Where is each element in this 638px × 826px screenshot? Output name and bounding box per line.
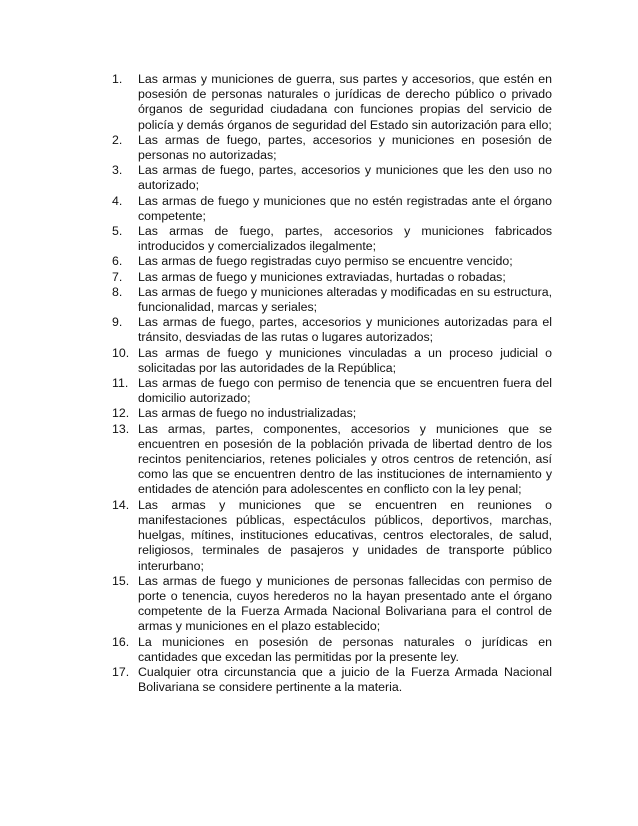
- item-number: 5.: [112, 224, 123, 239]
- list-item: [112, 163, 552, 193]
- item-number: 14.: [112, 497, 130, 512]
- item-text: Las armas y municiones que se encuentren en reuniones o manifestaciones públicas, espectáculos públicos, deportivos, marchas, huelgas, mítines, instituciones educativas, centros electorales, de salud, religiosos, terminales de pasajeros y unidades de transporte público interurbano;: [138, 497, 552, 573]
- item-text: Las armas de fuego no industrializadas;: [138, 406, 357, 421]
- item-number: 3.: [112, 163, 123, 178]
- item-text: Las armas y municiones de guerra, sus partes y accesorios, que estén en posesión de personas naturales o jurídicas de derecho público o privado órganos de seguridad ciudadana con funciones propias del servicio de policía y demás órganos de seguridad del Estado sin autorización para ello;: [138, 72, 552, 132]
- list-item: [112, 406, 552, 421]
- item-number: 15.: [112, 573, 130, 588]
- item-number: 16.: [112, 634, 130, 649]
- item-text: Las armas de fuego y municiones vinculadas a un proceso judicial o solicitadas por las autoridades de la República;: [138, 345, 552, 375]
- item-number: 13.: [112, 421, 130, 436]
- list-item: [112, 194, 552, 224]
- item-text: Las armas, partes, componentes, accesorios y municiones que se encuentren en posesión de la población privada de libertad dentro de los recintos penitenciarios, retenes policiales y otros centros de retención, así como las que se encuentren dentro de las instituciones de internamiento y entidades de atención para adolescentes en conflicto con la ley penal;: [138, 421, 552, 497]
- item-text: Las armas de fuego con permiso de tenencia que se encuentren fuera del domicilio autorizado;: [138, 376, 552, 406]
- list-item: [112, 133, 552, 163]
- item-text: Las armas de fuego, partes, accesorios y municiones autorizadas para el tránsito, desviadas de las rutas o lugares autorizados;: [138, 315, 552, 345]
- list-item: [112, 422, 552, 498]
- list-item: [112, 665, 552, 695]
- item-number: 11.: [112, 376, 129, 391]
- list-item: [112, 224, 552, 254]
- numbered-list: [112, 72, 552, 695]
- item-text: Cualquier otra circunstancia que a juicio de la Fuerza Armada Nacional Bolivariana se considere pertinente a la materia.: [138, 664, 552, 695]
- item-text: Las armas de fuego, partes, accesorios y municiones en posesión de personas no autorizadas;: [138, 132, 552, 163]
- item-number: 8.: [112, 284, 123, 299]
- list-item: [112, 635, 552, 665]
- list-item: [112, 498, 552, 574]
- list-item: [112, 376, 552, 406]
- item-number: 1.: [112, 72, 123, 86]
- item-text: Las armas de fuego y municiones extraviadas, hurtadas o robadas;: [138, 269, 506, 284]
- item-text: Las armas de fuego, partes, accesorios y municiones fabricados introducidos y comercializados ilegalmente;: [138, 224, 552, 254]
- item-text: Las armas de fuego registradas cuyo permiso se encuentre vencido;: [138, 254, 513, 269]
- list-item: [112, 346, 552, 376]
- list-item: [112, 315, 552, 345]
- item-number: 9.: [112, 315, 123, 330]
- item-number: 2.: [112, 132, 123, 147]
- list-item: [112, 72, 552, 133]
- list-item: [112, 574, 552, 635]
- list-item: [112, 254, 552, 269]
- item-text: Las armas de fuego y municiones alteradas y modificadas en su estructura, funcionalidad, marcas y seriales;: [138, 284, 552, 315]
- item-text: Las armas de fuego y municiones que no estén registradas ante el órgano competente;: [138, 193, 552, 223]
- list-item: [112, 285, 552, 315]
- item-text: Las armas de fuego y municiones de personas fallecidas con permiso de porte o tenencia, cuyos herederos no la hayan presentado ante el órgano competente de la Fuerza Armada Nacional Bolivariana para el control de armas y municiones en el plazo establecido;: [138, 573, 552, 634]
- item-text: Las armas de fuego, partes, accesorios y municiones que les den uso no autorizado;: [138, 163, 552, 193]
- list-item: [112, 270, 552, 285]
- item-number: 7.: [112, 269, 123, 284]
- item-number: 10.: [112, 345, 130, 360]
- item-number: 17.: [112, 664, 130, 679]
- item-number: 6.: [112, 254, 123, 269]
- item-number: 12.: [112, 406, 130, 421]
- item-text: La municiones en posesión de personas naturales o jurídicas en cantidades que excedan las permitidas por la presente ley.: [138, 634, 552, 664]
- item-number: 4.: [112, 193, 123, 208]
